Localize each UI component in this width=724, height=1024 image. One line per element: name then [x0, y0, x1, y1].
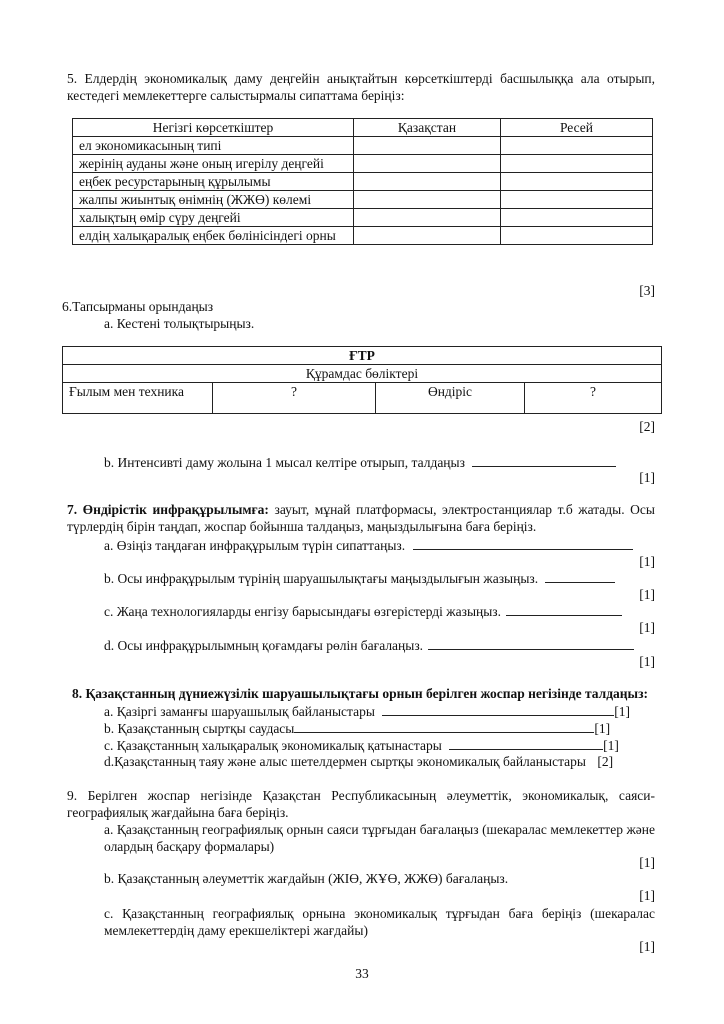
score-q7b: [1]: [639, 587, 655, 602]
row-label: елдің халықаралық еңбек бөлінісіндегі орны: [73, 227, 354, 245]
page-number: 33: [355, 966, 369, 981]
score-q7a: [1]: [639, 554, 655, 569]
score-q8b: [1]: [594, 721, 611, 736]
answer-cell[interactable]: [501, 137, 653, 155]
question-7b: [104, 569, 615, 587]
str-cell-production: Өндіріс: [376, 383, 525, 414]
score-q8d: [2]: [597, 754, 614, 769]
score-q8a: [1]: [614, 704, 631, 719]
row-label: еңбек ресурстарының құрылымы: [73, 173, 354, 191]
str-cell-blank[interactable]: ?: [525, 383, 662, 414]
question-9-intro: 9. Берілген жоспар негізінде Қазақстан Республикасының әлеуметтік, экономикалық, саяси-географиялық жағдайына баға беріңіз.: [67, 788, 655, 820]
question-7-intro: [67, 501, 655, 535]
question-8b-label: b. Қазақстанның сыртқы саудасы: [104, 721, 295, 736]
table-row: [73, 209, 653, 227]
answer-cell[interactable]: [501, 173, 653, 191]
answer-cell[interactable]: [354, 173, 501, 191]
header-kazakhstan: Қазақстан: [354, 119, 501, 137]
table-row: [73, 191, 653, 209]
question-9a: a. Қазақстанның географиялық орнын саяси тұрғыдан бағалаңыз (шекаралас мемлекеттер және олардың басқару формалары): [104, 822, 655, 854]
answer-line[interactable]: [294, 719, 594, 733]
answer-cell[interactable]: [501, 209, 653, 227]
score-q8c: [1]: [603, 738, 619, 753]
question-7c: [104, 602, 622, 620]
question-7-intro-bold: 7. Өндірістік инфрақұрылымға:: [67, 502, 269, 517]
row-label: халықтың өмір сүру деңгейі: [73, 209, 354, 227]
answer-line[interactable]: [506, 602, 622, 616]
str-table-subtitle: Құрамдас бөліктері: [63, 365, 662, 383]
table-row: [73, 173, 653, 191]
question-6b: [104, 453, 616, 471]
question-5-text: 5. Елдердің экономикалық даму деңгейін анықтайтын көрсеткіштерді басшылыққа ала отырып, кестедегі мемлекеттерге салыстырмалы сипаттама беріңіз:: [67, 71, 655, 103]
question-6b-label: b. Интенсивті даму жолына 1 мысал келтіре отырып, талдаңыз: [104, 455, 465, 470]
row-label: ел экономикасының типі: [73, 137, 354, 155]
question-9b: b. Қазақстанның әлеуметтік жағдайын (ЖІӨ, ЖҰӨ, ЖЖӨ) бағалаңыз.: [104, 871, 509, 886]
table-row: [73, 227, 653, 245]
answer-cell[interactable]: [354, 191, 501, 209]
question-6a-label: a. Кестені толықтырыңыз.: [104, 316, 255, 331]
comparison-table: [72, 118, 653, 245]
answer-cell[interactable]: [354, 227, 501, 245]
answer-line[interactable]: [382, 702, 614, 716]
question-7d: [104, 636, 634, 654]
header-russia: Ресей: [501, 119, 653, 137]
question-9c: c. Қазақстанның географиялық орнына экономикалық тұрғыдан баға беріңіз (шекаралас мемлекеттердің даму ерекшеліктері жағдайы): [104, 906, 655, 938]
score-q7d: [1]: [639, 654, 655, 669]
question-7-intro-text: зауыт, мұнай платформасы, электростанциялар т.б жатады. Осы түрлердің бірін таңдап, жоспар бойынша талдаңыз, маңыздылығына баға беріңіз.: [67, 502, 655, 534]
row-label: жалпы жиынтық өнімнің (ЖЖӨ) көлемі: [73, 191, 354, 209]
str-cell-science: Ғылым мен техника: [63, 383, 213, 414]
question-8b: [104, 719, 610, 737]
table-row: [73, 155, 653, 173]
answer-line[interactable]: [413, 536, 633, 550]
score-q9b: [1]: [639, 888, 655, 903]
question-7d-label: d. Осы инфрақұрылымның қоғамдағы рөлін бағалаңыз.: [104, 638, 424, 653]
str-table: [62, 346, 662, 414]
answer-line[interactable]: [545, 569, 615, 583]
answer-cell[interactable]: [501, 227, 653, 245]
score-q9c: [1]: [639, 939, 655, 954]
question-8c: [104, 736, 619, 754]
row-label: жерінің ауданы және оның игерілу деңгейі: [73, 155, 354, 173]
score-q7c: [1]: [639, 620, 655, 635]
header-indicators: Негізгі көрсеткіштер: [73, 119, 354, 137]
question-7b-label: b. Осы инфрақұрылым түрінің шаруашылықтағы маңыздылығын жазыңыз.: [104, 571, 539, 586]
question-7a: [104, 536, 633, 554]
score-q6a: [2]: [639, 419, 655, 434]
answer-line[interactable]: [449, 736, 603, 750]
question-8a-label: a. Қазіргі заманғы шаруашылық байланыстары: [104, 704, 375, 719]
question-8-title: 8. Қазақстанның дүниежүзілік шаруашылықтағы орнын берілген жоспар негізінде талдаңыз:: [72, 686, 649, 701]
str-cell-blank[interactable]: ?: [213, 383, 376, 414]
question-8d-label: d.Қазақстанның таяу және алыс шетелдермен сыртқы экономикалық байланыстары: [104, 754, 586, 769]
answer-cell[interactable]: [354, 137, 501, 155]
answer-cell[interactable]: [354, 155, 501, 173]
answer-cell[interactable]: [354, 209, 501, 227]
question-8c-label: c. Қазақстанның халықаралық экономикалық қатынастары: [104, 738, 442, 753]
answer-cell[interactable]: [501, 191, 653, 209]
str-table-title: ҒТР: [63, 347, 662, 365]
answer-line[interactable]: [428, 636, 634, 650]
question-7c-label: c. Жаңа технологияларды енгізу барысындағы өзгерістерді жазыңыз.: [104, 604, 502, 619]
table-header-row: [73, 119, 653, 137]
question-8a: [104, 702, 630, 720]
table-row: [73, 137, 653, 155]
answer-cell[interactable]: [501, 155, 653, 173]
question-7a-label: a. Өзіңіз таңдаған инфрақұрылым түрін сипаттаңыз.: [104, 538, 406, 553]
score-q9a: [1]: [639, 855, 655, 870]
score-q6b: [1]: [639, 470, 655, 485]
score-q5: [3]: [639, 283, 655, 298]
question-6-title: 6.Тапсырманы орындаңыз: [62, 299, 214, 314]
answer-line[interactable]: [472, 453, 616, 467]
question-8d: [104, 753, 613, 770]
